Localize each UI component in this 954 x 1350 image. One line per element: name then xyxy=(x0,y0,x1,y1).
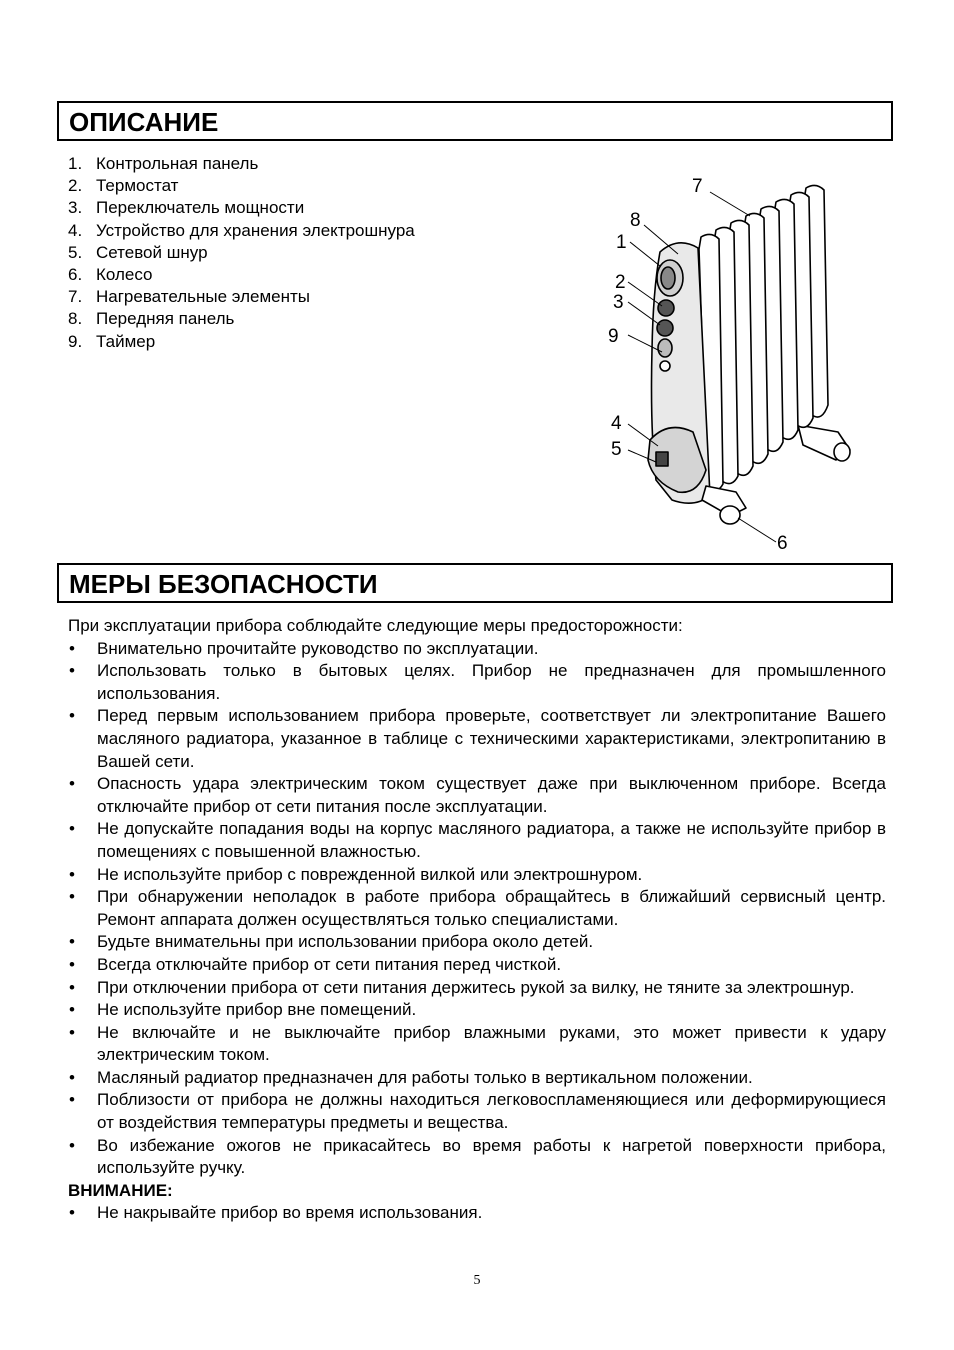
timer xyxy=(658,339,672,357)
safety-intro: При эксплуатации прибора соблюдайте следующие меры предосторожности: xyxy=(68,616,683,635)
power-switch xyxy=(657,320,673,336)
list-item: 4. Устройство для хранения электрошнура xyxy=(68,220,415,240)
callout-7: 7 xyxy=(692,176,703,197)
callout-3: 3 xyxy=(613,292,624,313)
callout-2: 2 xyxy=(615,272,626,293)
callout-6: 6 xyxy=(777,533,788,554)
safety-title: МЕРЫ БЕЗОПАСНОСТИ xyxy=(69,569,378,599)
list-item: • Масляный радиатор предназначен для работы только в вертикальном положении. xyxy=(68,1067,886,1090)
thermostat-knob xyxy=(658,300,674,316)
list-item: • Не накрывайте прибор во время использования. xyxy=(68,1202,886,1225)
safety-header xyxy=(57,563,893,603)
page-number: 5 xyxy=(473,1273,481,1288)
warning-list xyxy=(68,1202,886,1225)
list-item: • При отключении прибора от сети питания держитесь рукой за вилку, не тяните за электрошнур. xyxy=(68,977,886,1000)
list-item: • Не включайте и не выключайте прибор влажными руками, это может привести к удару электрическим током. xyxy=(68,1022,886,1067)
parts-list xyxy=(68,153,415,353)
callout-5: 5 xyxy=(611,439,622,460)
list-item: 3. Переключатель мощности xyxy=(68,198,305,218)
description-header xyxy=(57,101,893,141)
list-item: • Внимательно прочитайте руководство по эксплуатации. xyxy=(68,638,886,661)
callout-9: 9 xyxy=(608,326,619,347)
list-item: 2. Термостат xyxy=(68,176,179,196)
list-item: • Всегда отключайте прибор от сети питания перед чисткой. xyxy=(68,954,886,977)
list-item: 9. Таймер xyxy=(68,331,156,351)
radiator-diagram xyxy=(598,170,858,555)
list-item: 1. Контрольная панель xyxy=(68,154,259,173)
list-item: • Во избежание ожогов не прикасайтесь во время работы к нагретой поверхности прибора, используйте ручку. xyxy=(68,1135,886,1180)
front-wheel xyxy=(720,506,740,524)
list-item: • Не используйте прибор вне помещений. xyxy=(68,999,886,1022)
description-title: ОПИСАНИЕ xyxy=(69,107,219,137)
list-item: • Не используйте прибор с поврежденной вилкой или электрошнуром. xyxy=(68,864,886,887)
list-item: • Будьте внимательны при использовании прибора около детей. xyxy=(68,931,886,954)
safety-section xyxy=(68,615,886,1225)
list-item: • При обнаружении неполадок в работе прибора обращайтесь в ближайший сервисный центр. Ремонт аппарата должен осуществляться только специалистами. xyxy=(68,886,886,931)
list-item: • Использовать только в бытовых целях. Прибор не предназначен для промышленного использования. xyxy=(68,660,886,705)
list-item: 6. Колесо xyxy=(68,265,153,285)
list-item: • Опасность удара электрическим током существует даже при выключенном приборе. Всегда отключайте прибор от сети питания после эксплуатации. xyxy=(68,773,886,818)
list-item: • Перед первым использованием прибора проверьте, соответствует ли электропитание Вашего масляного радиатора, указанное в таблице с техническими характеристиками, электропитанию в Вашей сети. xyxy=(68,705,886,773)
callout-8: 8 xyxy=(630,210,641,231)
callout-1: 1 xyxy=(616,232,627,253)
list-item: 7. Нагревательные элементы xyxy=(68,287,311,307)
list-item: • Не допускайте попадания воды на корпус масляного радиатора, а также не используйте прибор в помещениях с повышенной влажностью. xyxy=(68,818,886,863)
list-item: 8. Передняя панель xyxy=(68,309,235,329)
list-item: • Поблизости от прибора не должны находиться легковоспламеняющиеся или деформирующиеся от воздействия температуры предметы и вещества. xyxy=(68,1089,886,1134)
warning-title: ВНИМАНИЕ: xyxy=(68,1180,173,1200)
list-item: 5. Сетевой шнур xyxy=(68,242,208,262)
safety-list xyxy=(68,638,886,1180)
back-wheel xyxy=(834,443,850,461)
callout-4: 4 xyxy=(611,413,622,434)
